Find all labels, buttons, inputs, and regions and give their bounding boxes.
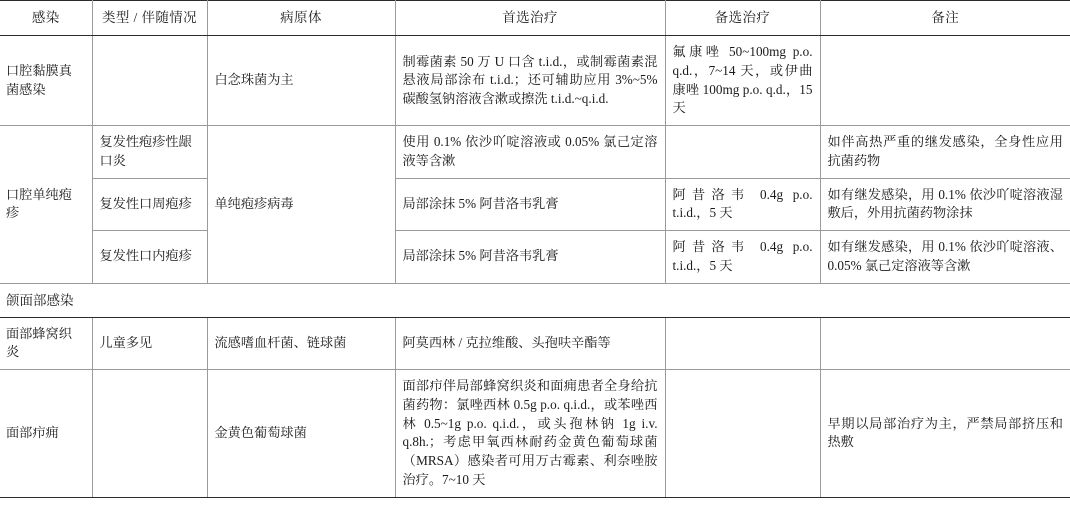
table-row: [0, 317, 1070, 369]
cell-category: [92, 370, 207, 497]
cell-first-line: 局部涂抹 5% 阿昔洛韦乳膏: [395, 231, 665, 283]
cell-alternative: 阿昔洛韦 0.4g p.o. t.i.d.，5 天: [665, 178, 820, 230]
column-header-category: 类型 / 伴随情况: [92, 1, 207, 36]
table-row: [0, 36, 1070, 126]
cell-alternative: [665, 317, 820, 369]
cell-infection: 面部蜂窝织炎: [0, 317, 92, 369]
cell-remark: [820, 36, 1070, 126]
cell-infection: 口腔黏膜真菌感染: [0, 36, 92, 126]
cell-alternative: [665, 370, 820, 497]
cell-first-line: 面部疖伴局部蜂窝织炎和面痈患者全身给抗菌药物：氯唑西林 0.5g p.o. q.i.d.，或苯唑西林 0.5~1g p.o. q.i.d.，或头孢林钠 1g i.v. q.8h.；考虑甲氧西林耐药金黄色葡萄球菌（MRSA）感染者可用万古霉素、利奈唑胺治疗。7~10 天: [395, 370, 665, 497]
cell-first-line: 阿莫西林 / 克拉维酸、头孢呋辛酯等: [395, 317, 665, 369]
cell-pathogen: 白念珠菌为主: [207, 36, 395, 126]
cell-category: 复发性口内疱疹: [92, 231, 207, 283]
cell-category: 复发性疱疹性龈口炎: [92, 126, 207, 178]
cell-alternative: 阿昔洛韦 0.4g p.o. t.i.d.，5 天: [665, 231, 820, 283]
table-row: [0, 370, 1070, 497]
column-header-first-line: 首选治疗: [395, 1, 665, 36]
column-header-pathogen: 病原体: [207, 1, 395, 36]
cell-pathogen: 流感嗜血杆菌、链球菌: [207, 317, 395, 369]
cell-remark: 如有继发感染，用 0.1% 依沙吖啶溶液湿敷后，外用抗菌药物涂抹: [820, 178, 1070, 230]
column-header-alternative: 备选治疗: [665, 1, 820, 36]
cell-first-line: 局部涂抹 5% 阿昔洛韦乳膏: [395, 178, 665, 230]
table-row: [0, 178, 1070, 230]
table-body: [0, 36, 1070, 497]
cell-alternative: 氟康唑 50~100mg p.o. q.d.，7~14 天，或伊曲康唑 100mg p.o. q.d.，15 天: [665, 36, 820, 126]
section-title: 颌面部感染: [0, 283, 1070, 317]
cell-infection: 面部疖痈: [0, 370, 92, 497]
cell-remark: [820, 317, 1070, 369]
table-row: [0, 126, 1070, 178]
table-section-row: [0, 283, 1070, 317]
column-header-infection: 感染: [0, 1, 92, 36]
column-header-remark: 备注: [820, 1, 1070, 36]
cell-pathogen: 金黄色葡萄球菌: [207, 370, 395, 497]
cell-remark: 如伴高热严重的继发感染，全身性应用抗菌药物: [820, 126, 1070, 178]
cell-pathogen: 单纯疱疹病毒: [207, 126, 395, 283]
cell-first-line: 制霉菌素 50 万 U 口含 t.i.d.，或制霉菌素混悬液局部涂布 t.i.d.；还可辅助应用 3%~5% 碳酸氢钠溶液含漱或擦洗 t.i.d.~q.i.d.: [395, 36, 665, 126]
cell-remark: 如有继发感染，用 0.1% 依沙吖啶溶液、0.05% 氯己定溶液等含漱: [820, 231, 1070, 283]
cell-category: 儿童多见: [92, 317, 207, 369]
cell-category: [92, 36, 207, 126]
cell-infection: 口腔单纯疱疹: [0, 126, 92, 283]
table-row: [0, 231, 1070, 283]
cell-alternative: [665, 126, 820, 178]
cell-category: 复发性口周疱疹: [92, 178, 207, 230]
cell-first-line: 使用 0.1% 依沙吖啶溶液或 0.05% 氯己定溶液等含漱: [395, 126, 665, 178]
table-header: [0, 1, 1070, 36]
table-header-row: [0, 1, 1070, 36]
cell-remark: 早期以局部治疗为主，严禁局部挤压和热敷: [820, 370, 1070, 497]
